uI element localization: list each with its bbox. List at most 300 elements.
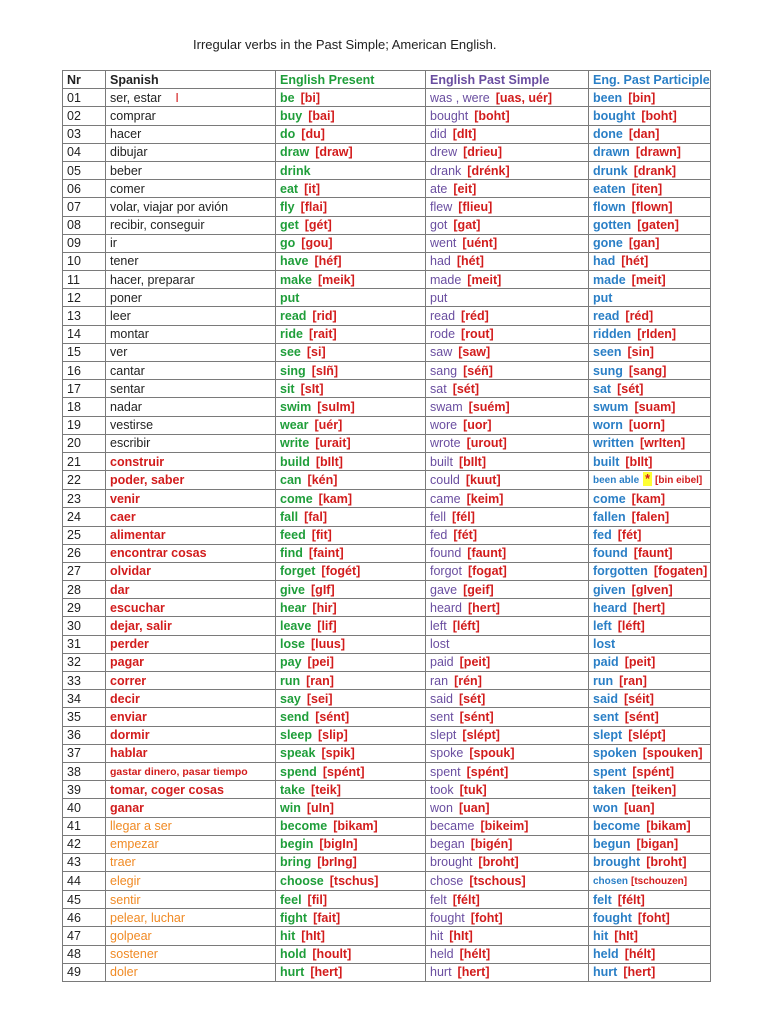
present-verb: run <box>280 673 301 688</box>
table-row <box>63 562 711 580</box>
pronunciation: [léft] <box>617 619 645 634</box>
past-verb: fed <box>430 528 448 543</box>
table-row <box>63 380 711 398</box>
spanish-text: golpear <box>110 929 152 944</box>
participle-verb: fought <box>593 910 632 925</box>
past-verb: hit <box>430 929 444 944</box>
participle-verb: left <box>593 619 612 634</box>
pronunciation: [flown] <box>631 199 673 214</box>
table-row <box>63 872 711 891</box>
spanish-text: volar, viajar por avión <box>110 199 229 214</box>
pronunciation: [héf] <box>314 254 342 269</box>
pronunciation: [sét] <box>452 381 480 396</box>
cell-nr: 45 <box>63 891 106 909</box>
past-verb: bought <box>430 108 469 123</box>
pronunciation: [slip] <box>317 728 348 743</box>
spanish-text: decir <box>110 691 140 706</box>
cell-spanish <box>106 617 276 635</box>
cell-past-participle <box>589 216 711 234</box>
cell-nr: 10 <box>63 252 106 270</box>
pronunciation: [boht] <box>641 108 677 123</box>
participle-verb: been able <box>593 475 640 487</box>
cell-past-participle <box>589 198 711 216</box>
cell-spanish <box>106 216 276 234</box>
cell-spanish <box>106 452 276 470</box>
table-row <box>63 927 711 945</box>
spanish-text: ver <box>110 345 128 360</box>
cell-english-present <box>276 963 426 981</box>
cell-english-past-simple <box>426 107 589 125</box>
participle-verb: flown <box>593 199 626 214</box>
spanish-text: tener <box>110 254 139 269</box>
pronunciation: [suIm] <box>317 399 355 414</box>
pronunciation: [urout] <box>466 436 507 451</box>
present-verb: feed <box>280 528 306 543</box>
participle-verb: given <box>593 582 626 597</box>
cell-english-past-simple <box>426 362 589 380</box>
cell-spanish <box>106 271 276 289</box>
cell-spanish <box>106 416 276 434</box>
cell-english-present <box>276 234 426 252</box>
participle-verb: spoken <box>593 746 637 761</box>
pronunciation: [kam] <box>631 491 665 506</box>
cell-spanish <box>106 252 276 270</box>
cell-english-past-simple <box>426 198 589 216</box>
cell-english-present <box>276 872 426 891</box>
past-verb: sent <box>430 709 454 724</box>
cell-nr: 26 <box>63 544 106 562</box>
participle-verb: slept <box>593 728 623 743</box>
present-verb: lose <box>280 637 306 652</box>
pronunciation: [tuk] <box>459 782 487 797</box>
cell-spanish <box>106 599 276 617</box>
participle-verb: had <box>593 254 616 269</box>
cell-nr: 40 <box>63 799 106 817</box>
cell-past-participle <box>589 945 711 963</box>
cell-past-participle <box>589 653 711 671</box>
present-verb: can <box>280 473 302 488</box>
table-row <box>63 963 711 981</box>
cell-nr: 05 <box>63 161 106 179</box>
pronunciation: [fogat] <box>467 564 507 579</box>
present-verb: leave <box>280 619 312 634</box>
pronunciation: [uor] <box>463 418 492 433</box>
cell-english-present <box>276 726 426 744</box>
participle-verb: made <box>593 272 626 287</box>
pronunciation: [hert] <box>457 965 490 980</box>
cell-english-past-simple <box>426 708 589 726</box>
pronunciation: [hert] <box>467 600 500 615</box>
spanish-text: nadar <box>110 399 142 414</box>
cell-english-present <box>276 452 426 470</box>
present-verb: send <box>280 709 310 724</box>
pronunciation: [hélt] <box>459 947 491 962</box>
pronunciation: [uIn] <box>306 800 334 815</box>
participle-verb: sat <box>593 381 612 396</box>
pronunciation: [hert] <box>633 600 665 615</box>
cell-english-present <box>276 581 426 599</box>
participle-verb: said <box>593 691 619 706</box>
cell-nr: 46 <box>63 909 106 927</box>
past-verb: built <box>430 454 453 469</box>
cell-nr: 09 <box>63 234 106 252</box>
cell-nr: 43 <box>63 853 106 871</box>
pronunciation: [hIt] <box>449 929 473 944</box>
participle-verb: built <box>593 454 620 469</box>
pronunciation: [sang] <box>628 363 667 378</box>
cell-spanish <box>106 726 276 744</box>
participle-verb: worn <box>593 418 623 433</box>
pronunciation: [spouk] <box>469 746 515 761</box>
past-verb: chose <box>430 874 464 889</box>
pronunciation: [it] <box>304 181 321 196</box>
table-row <box>63 289 711 307</box>
present-verb: come <box>280 491 313 506</box>
cell-spanish <box>106 325 276 343</box>
past-verb: said <box>430 691 453 706</box>
cell-past-participle <box>589 853 711 871</box>
cell-nr: 31 <box>63 635 106 653</box>
cell-nr: 04 <box>63 143 106 161</box>
pronunciation: [bin eibel] <box>655 475 703 487</box>
cell-english-past-simple <box>426 508 589 526</box>
cell-spanish <box>106 107 276 125</box>
cell-english-past-simple <box>426 526 589 544</box>
cell-nr: 20 <box>63 434 106 452</box>
cell-past-participle <box>589 380 711 398</box>
table-row <box>63 635 711 653</box>
participle-verb: drunk <box>593 163 628 178</box>
past-verb: became <box>430 819 475 834</box>
cell-english-present <box>276 635 426 653</box>
pronunciation: [uas, uér] <box>495 90 553 105</box>
pronunciation: [bai] <box>308 108 335 123</box>
participle-verb: heard <box>593 600 628 615</box>
pronunciation: [spik] <box>321 746 355 761</box>
cell-nr: 44 <box>63 872 106 891</box>
pronunciation: [gan] <box>628 236 660 251</box>
cell-english-present <box>276 198 426 216</box>
participle-verb: sent <box>593 709 619 724</box>
cell-english-present <box>276 762 426 780</box>
present-verb: pay <box>280 655 302 670</box>
pronunciation: [bikam] <box>333 819 378 834</box>
cell-past-participle <box>589 817 711 835</box>
cell-nr: 01 <box>63 89 106 107</box>
past-verb: did <box>430 127 447 142</box>
pronunciation: [meit] <box>467 272 502 287</box>
cell-english-past-simple <box>426 380 589 398</box>
spanish-text: ser, estar <box>110 90 162 105</box>
pronunciation: [rait] <box>308 327 337 342</box>
pronunciation: [foht] <box>470 910 503 925</box>
past-verb: wrote <box>430 436 461 451</box>
pronunciation: [bIlt] <box>458 454 487 469</box>
cell-spanish <box>106 380 276 398</box>
cell-spanish <box>106 762 276 780</box>
cell-past-participle <box>589 762 711 780</box>
table-row <box>63 526 711 544</box>
spanish-text: dormir <box>110 728 150 743</box>
pronunciation: [bi] <box>300 90 321 105</box>
cell-english-past-simple <box>426 835 589 853</box>
pronunciation: [draw] <box>315 145 353 160</box>
pronunciation: [faunt] <box>467 546 507 561</box>
past-verb: had <box>430 254 451 269</box>
table-row <box>63 107 711 125</box>
present-verb: build <box>280 454 310 469</box>
pronunciation: [hét] <box>621 254 649 269</box>
past-verb: was , were <box>430 90 490 105</box>
present-verb: fly <box>280 199 295 214</box>
past-verb: ate <box>430 181 448 196</box>
present-verb: spend <box>280 764 317 779</box>
pronunciation: [bigén] <box>470 837 513 852</box>
cell-past-participle <box>589 835 711 853</box>
cell-nr: 14 <box>63 325 106 343</box>
cell-english-present <box>276 690 426 708</box>
cell-english-present <box>276 817 426 835</box>
pronunciation: [ran] <box>306 673 334 688</box>
cell-spanish <box>106 343 276 361</box>
cell-spanish <box>106 198 276 216</box>
spanish-text: pelear, luchar <box>110 910 186 925</box>
cell-english-present <box>276 107 426 125</box>
participle-verb: read <box>593 309 620 324</box>
table-row <box>63 653 711 671</box>
cell-nr: 06 <box>63 180 106 198</box>
pronunciation: [sIñ] <box>311 363 339 378</box>
cell-english-past-simple <box>426 143 589 161</box>
pronunciation: [gét] <box>304 218 332 233</box>
cell-nr: 38 <box>63 762 106 780</box>
cell-spanish <box>106 526 276 544</box>
table-row <box>63 216 711 234</box>
spanish-text: llegar a ser <box>110 819 172 834</box>
pronunciation: [lif] <box>317 619 337 634</box>
spanish-text: escuchar <box>110 600 165 615</box>
pronunciation: [fit] <box>311 528 332 543</box>
pronunciation: [kuut] <box>465 473 501 488</box>
cell-spanish <box>106 872 276 891</box>
participle-verb: held <box>593 947 619 962</box>
present-verb: sleep <box>280 728 312 743</box>
past-verb: lost <box>430 637 450 652</box>
cell-past-participle <box>589 434 711 452</box>
cell-nr: 07 <box>63 198 106 216</box>
cell-english-past-simple <box>426 180 589 198</box>
pronunciation: [kén] <box>307 473 338 488</box>
cell-english-present <box>276 161 426 179</box>
cell-past-participle <box>589 452 711 470</box>
cell-english-past-simple <box>426 89 589 107</box>
cell-english-past-simple <box>426 252 589 270</box>
header-row <box>63 71 711 89</box>
pronunciation: [keim] <box>466 491 504 506</box>
spanish-text: cantar <box>110 363 145 378</box>
cell-nr: 22 <box>63 471 106 490</box>
cell-english-present <box>276 927 426 945</box>
cell-spanish <box>106 653 276 671</box>
irregular-verbs-table <box>62 70 711 982</box>
participle-verb: chosen <box>593 876 629 888</box>
cell-english-past-simple <box>426 853 589 871</box>
spanish-text: escribir <box>110 436 151 451</box>
spanish-text: elegir <box>110 874 141 889</box>
cell-past-participle <box>589 526 711 544</box>
cell-english-past-simple <box>426 872 589 891</box>
table-row <box>63 909 711 927</box>
participle-verb: felt <box>593 892 612 907</box>
participle-verb: taken <box>593 782 626 797</box>
table-row <box>63 252 711 270</box>
pronunciation: [hIt] <box>614 929 638 944</box>
table-row <box>63 452 711 470</box>
cell-nr: 12 <box>63 289 106 307</box>
cell-nr: 02 <box>63 107 106 125</box>
present-verb: choose <box>280 874 324 889</box>
spanish-text: sostener <box>110 947 158 962</box>
pronunciation: [fait] <box>313 910 341 925</box>
cell-spanish <box>106 835 276 853</box>
participle-verb: come <box>593 491 626 506</box>
cell-past-participle <box>589 107 711 125</box>
cell-english-present <box>276 180 426 198</box>
present-verb: swim <box>280 399 312 414</box>
cell-past-participle <box>589 562 711 580</box>
pronunciation: [flieu] <box>458 199 493 214</box>
cell-spanish <box>106 234 276 252</box>
present-verb: sit <box>280 381 295 396</box>
past-verb: sang <box>430 363 458 378</box>
pronunciation: [geif] <box>463 582 494 597</box>
participle-verb: brought <box>593 855 641 870</box>
cell-english-present <box>276 544 426 562</box>
cell-past-participle <box>589 744 711 762</box>
cell-english-present <box>276 799 426 817</box>
cell-past-participle <box>589 708 711 726</box>
pronunciation: [séit] <box>624 691 654 706</box>
spanish-text: ganar <box>110 800 145 815</box>
pronunciation: [tschouzen] <box>631 876 688 888</box>
table-row <box>63 744 711 762</box>
past-verb: won <box>430 800 453 815</box>
header-past-participle: Eng. Past Participle <box>589 71 711 89</box>
cell-english-present <box>276 307 426 325</box>
participle-verb: begun <box>593 837 631 852</box>
cell-past-participle <box>589 927 711 945</box>
past-verb: drew <box>430 145 458 160</box>
present-verb: begin <box>280 837 314 852</box>
pronunciation: [rid] <box>312 309 337 324</box>
cell-nr: 17 <box>63 380 106 398</box>
present-verb: forget <box>280 564 316 579</box>
table-row <box>63 599 711 617</box>
cell-english-present <box>276 216 426 234</box>
participle-verb: swum <box>593 399 629 414</box>
participle-verb: been <box>593 90 623 105</box>
pronunciation: [meit] <box>631 272 666 287</box>
pronunciation: [bigan] <box>636 837 679 852</box>
pronunciation: [du] <box>301 127 325 142</box>
pronunciation: [tschous] <box>469 874 526 889</box>
cell-spanish <box>106 289 276 307</box>
cell-english-present <box>276 490 426 508</box>
cell-english-past-simple <box>426 562 589 580</box>
cell-nr: 30 <box>63 617 106 635</box>
participle-verb: lost <box>593 637 616 652</box>
table-row <box>63 672 711 690</box>
pronunciation: [bin] <box>628 90 656 105</box>
table-row <box>63 234 711 252</box>
cell-spanish <box>106 581 276 599</box>
pronunciation: [peit] <box>624 655 656 670</box>
cell-english-present <box>276 398 426 416</box>
cell-spanish <box>106 180 276 198</box>
pronunciation: [broht] <box>646 855 687 870</box>
cell-english-past-simple <box>426 452 589 470</box>
present-verb: buy <box>280 108 303 123</box>
cell-nr: 29 <box>63 599 106 617</box>
spanish-text: encontrar cosas <box>110 546 207 561</box>
present-verb: eat <box>280 181 299 196</box>
pronunciation: [léft] <box>452 619 480 634</box>
table-row <box>63 708 711 726</box>
cell-nr: 36 <box>63 726 106 744</box>
table-row <box>63 343 711 361</box>
pronunciation: [spént] <box>632 764 675 779</box>
pronunciation: [dan] <box>628 127 660 142</box>
cell-spanish <box>106 891 276 909</box>
present-verb: speak <box>280 746 316 761</box>
participle-verb: hurt <box>593 965 618 980</box>
table-row <box>63 398 711 416</box>
cell-english-past-simple <box>426 672 589 690</box>
pronunciation: [spouken] <box>642 746 703 761</box>
spanish-text: dejar, salir <box>110 619 172 634</box>
cell-english-past-simple <box>426 690 589 708</box>
pronunciation: [faint] <box>308 546 344 561</box>
cell-spanish <box>106 672 276 690</box>
cell-spanish <box>106 781 276 799</box>
cell-nr: 35 <box>63 708 106 726</box>
pronunciation: [rén] <box>454 673 482 688</box>
table-row <box>63 198 711 216</box>
cell-english-past-simple <box>426 216 589 234</box>
participle-verb: written <box>593 436 634 451</box>
spanish-text: beber <box>110 163 142 178</box>
cell-english-past-simple <box>426 398 589 416</box>
cell-english-past-simple <box>426 271 589 289</box>
pronunciation: [faunt] <box>633 546 673 561</box>
table-row <box>63 180 711 198</box>
cell-nr: 11 <box>63 271 106 289</box>
pronunciation: [boht] <box>474 108 510 123</box>
pronunciation: [félt] <box>452 892 480 907</box>
past-verb: wore <box>430 418 458 433</box>
participle-verb: seen <box>593 345 622 360</box>
cell-nr: 33 <box>63 672 106 690</box>
past-verb: felt <box>430 892 447 907</box>
text-cursor-icon: I <box>175 90 179 105</box>
cell-past-participle <box>589 252 711 270</box>
cell-past-participle <box>589 581 711 599</box>
spanish-text: perder <box>110 637 149 652</box>
participle-verb: fed <box>593 528 612 543</box>
past-verb: drank <box>430 163 462 178</box>
spanish-text: comer <box>110 181 145 196</box>
cell-past-participle <box>589 362 711 380</box>
